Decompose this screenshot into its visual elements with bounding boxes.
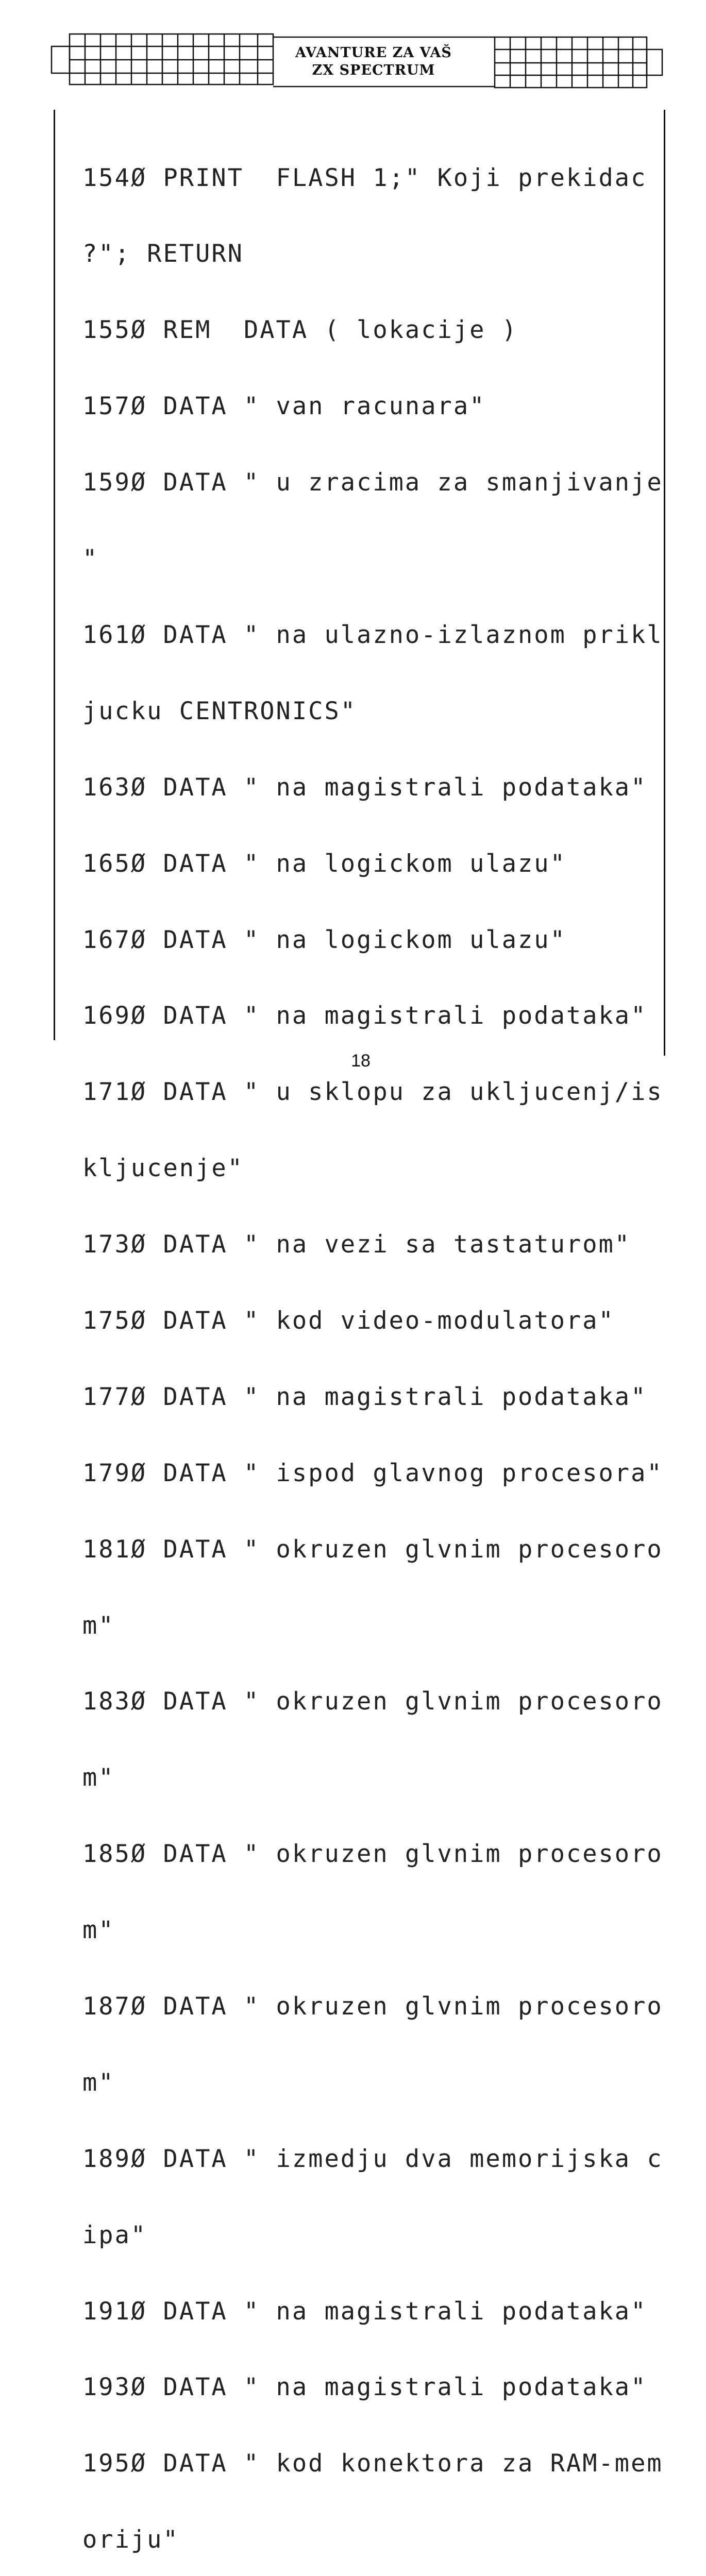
- listing-line: 187Ø DATA " okruzen glvnim procesoro: [82, 1992, 663, 2021]
- listing-line: 167Ø DATA " na logickom ulazu": [82, 925, 566, 954]
- listing-line: 155Ø REM DATA ( lokacije ): [82, 316, 518, 345]
- page-number: 18: [351, 1051, 371, 1071]
- page-header: [52, 32, 665, 89]
- listing-line: ?"; RETURN: [82, 240, 244, 268]
- listing-line: 181Ø DATA " okruzen glvnim procesoro: [82, 1535, 663, 1564]
- listing-line: 185Ø DATA " okruzen glvnim procesoro: [82, 1840, 663, 1869]
- listing-line: m": [82, 1764, 115, 1792]
- listing-line: jucku CENTRONICS": [82, 697, 357, 725]
- listing-line: 171Ø DATA " u sklopu za ukljucenj/is: [82, 1078, 663, 1107]
- listing-line: 159Ø DATA " u zracima za smanjivanje: [82, 468, 663, 497]
- listing-line: 183Ø DATA " okruzen glvnim procesoro: [82, 1687, 663, 1716]
- listing-line: 179Ø DATA " ispod glavnog procesora": [82, 1459, 663, 1487]
- listing-line: 177Ø DATA " na magistrali podataka": [82, 1382, 647, 1411]
- listing-line: 165Ø DATA " na logickom ulazu": [82, 849, 566, 878]
- listing-line: oriju": [82, 2526, 179, 2554]
- listing-line: kljucenje": [82, 1154, 244, 1183]
- left-margin-rule: [54, 110, 55, 1040]
- listing-line: m": [82, 1916, 115, 1945]
- listing-line: 193Ø DATA " na magistrali podataka": [82, 2373, 647, 2402]
- listing-line: ipa": [82, 2221, 147, 2249]
- listing-line: 161Ø DATA " na ulazno-izlaznom prikl: [82, 620, 663, 649]
- listing-line: 189Ø DATA " izmedju dva memorijska c: [82, 2144, 663, 2173]
- listing-line: m": [82, 2068, 115, 2097]
- basic-program-listing: [82, 114, 663, 2576]
- listing-line: 191Ø DATA " na magistrali podataka": [82, 2297, 647, 2326]
- right-margin-rule: [664, 110, 665, 1056]
- listing-line: 195Ø DATA " kod konektora za RAM-mem: [82, 2449, 663, 2478]
- listing-line: 163Ø DATA " na magistrali podataka": [82, 773, 647, 802]
- header-title: [273, 44, 474, 79]
- listing-line: 157Ø DATA " van racunara": [82, 392, 486, 421]
- header-title-line1: AVANTURE ZA VAŠ: [295, 45, 452, 61]
- listing-line: 169Ø DATA " na magistrali podataka": [82, 1002, 647, 1030]
- header-title-line2: ZX SPECTRUM: [312, 62, 435, 78]
- listing-line: 175Ø DATA " kod video-modulatora": [82, 1306, 615, 1335]
- listing-line: 173Ø DATA " na vezi sa tastaturom": [82, 1230, 631, 1259]
- listing-line: 154Ø PRINT FLASH 1;" Koji prekidac: [82, 163, 647, 192]
- listing-line: ": [82, 545, 99, 573]
- listing-line: m": [82, 1611, 115, 1640]
